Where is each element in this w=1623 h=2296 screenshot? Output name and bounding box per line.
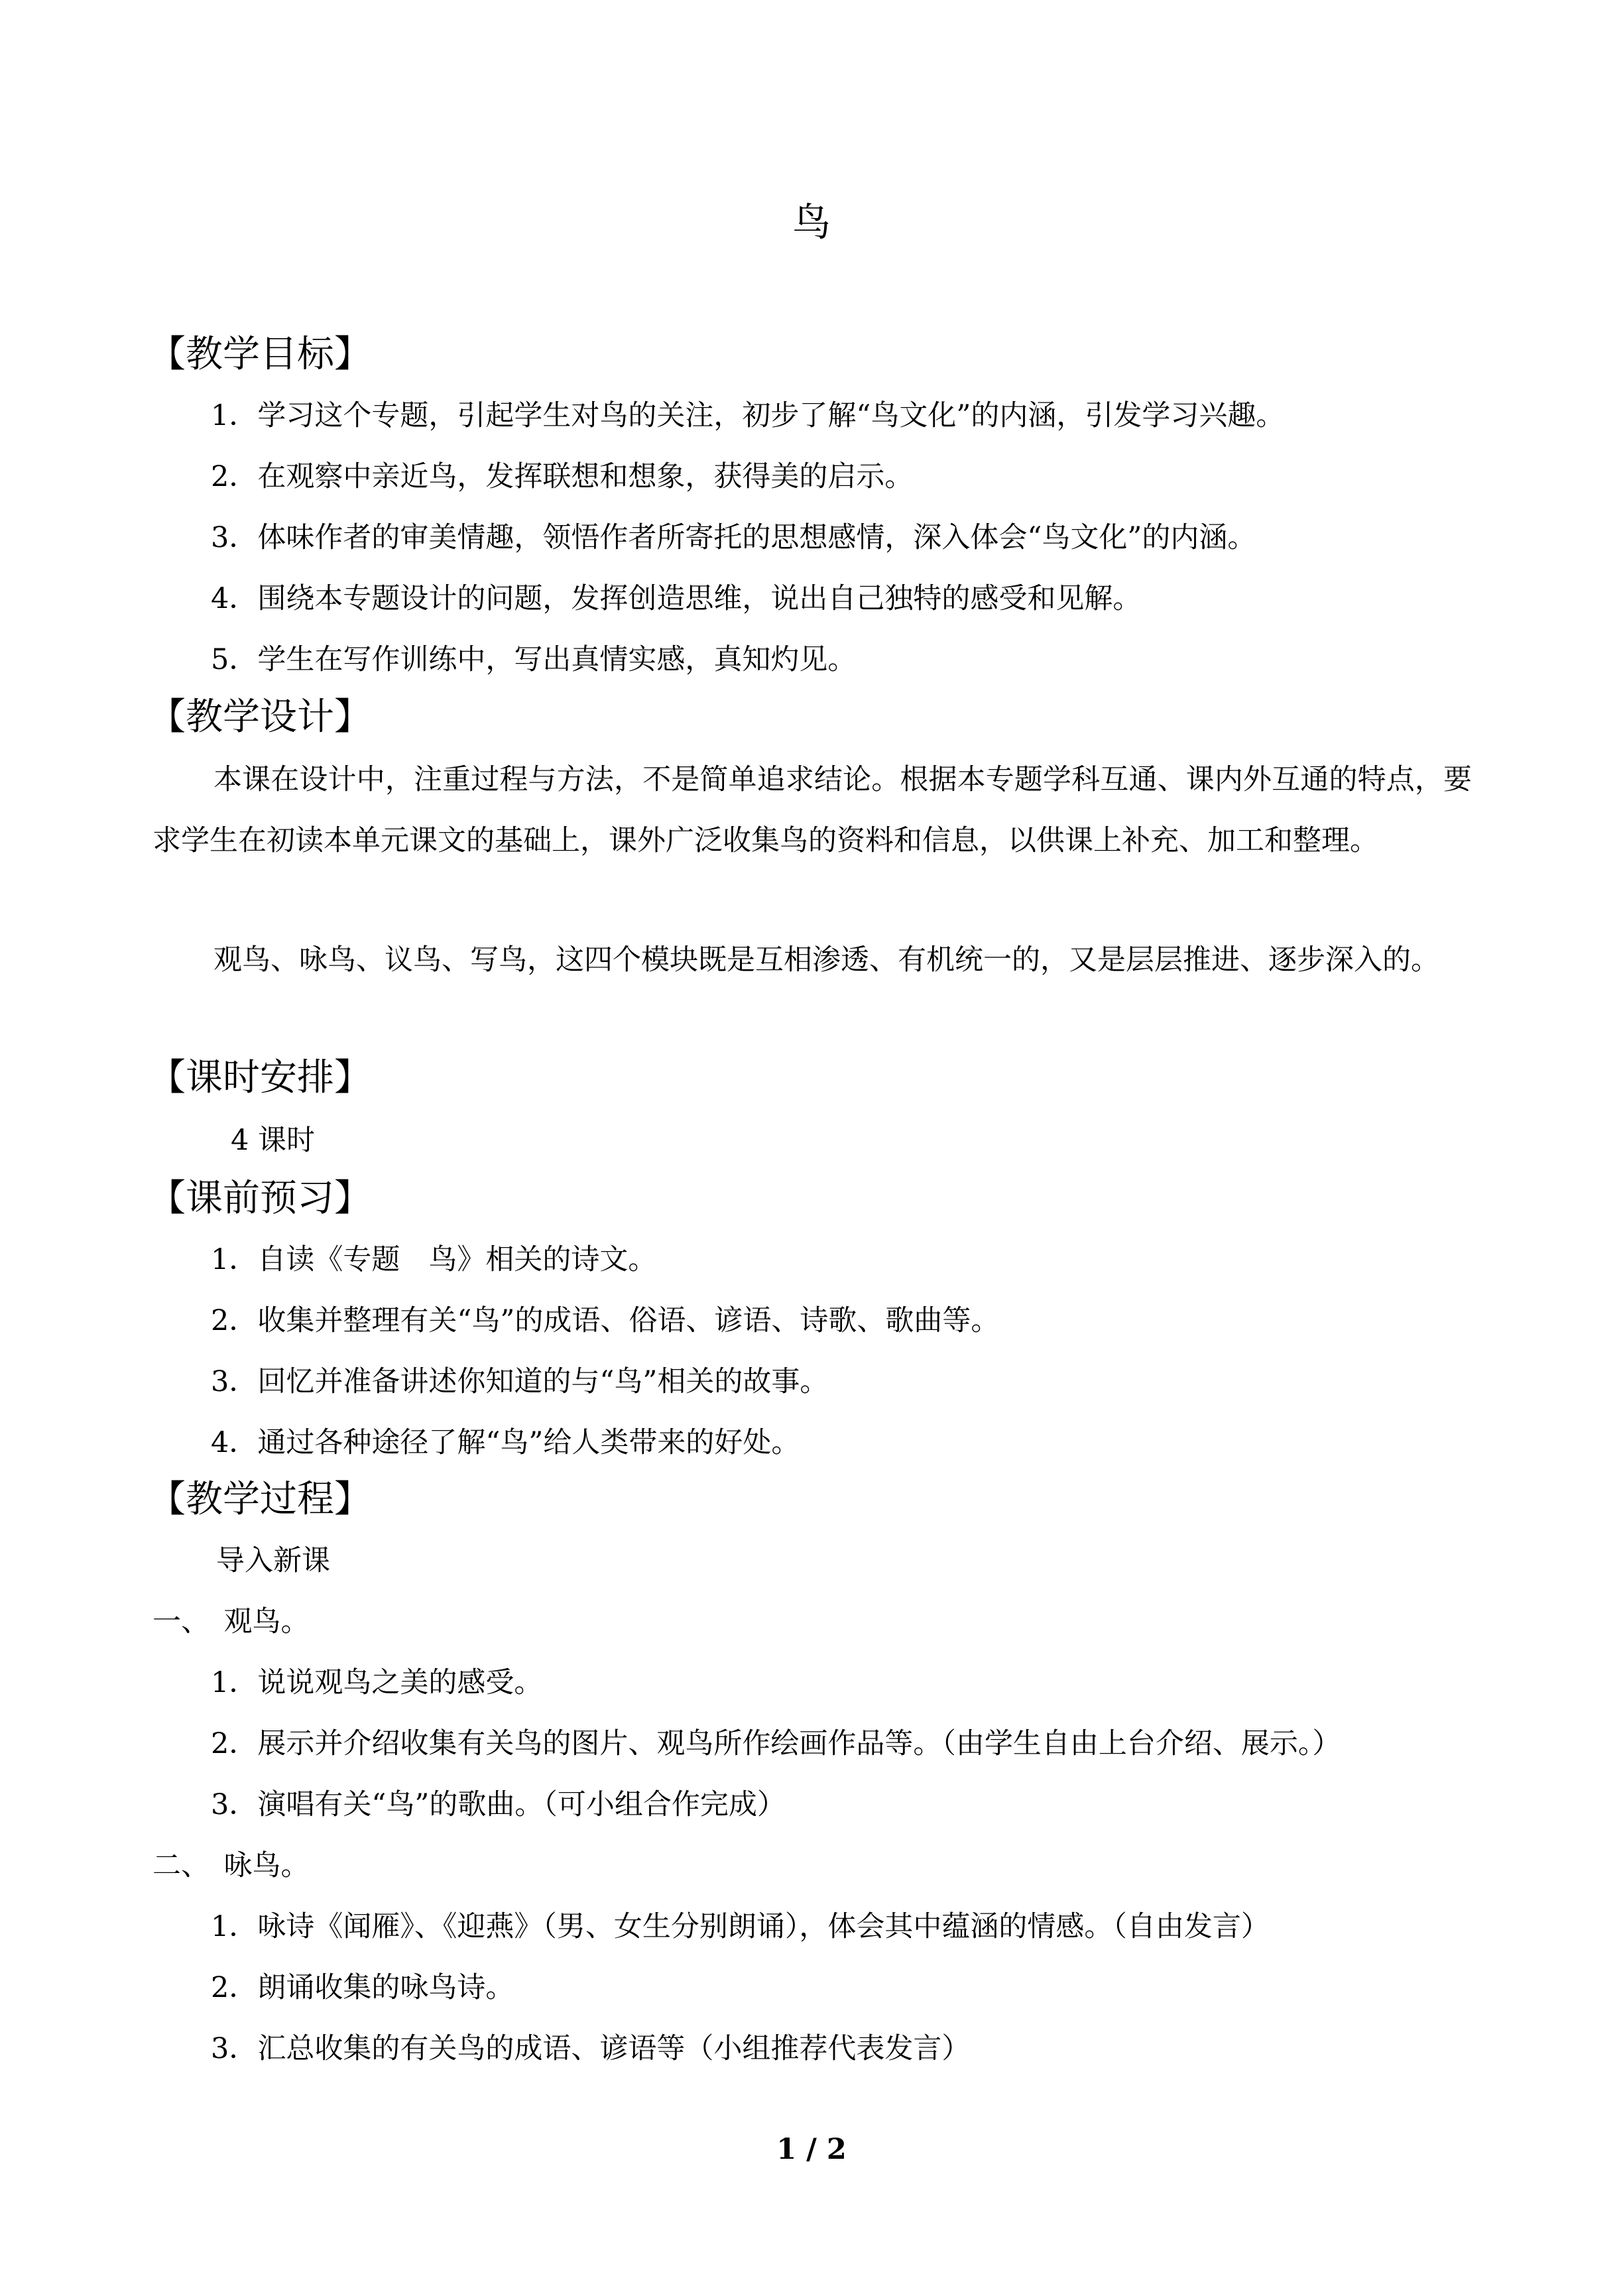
page-number: 1 / 2: [776, 2133, 847, 2166]
design-paragraph: 观鸟、咏鸟、议鸟、写鸟，这四个模块既是互相渗透、有机统一的，又是层层推进、逐步深入的。: [213, 943, 1439, 977]
preview-item: 1．自读《专题 鸟》相关的诗文。: [211, 1243, 657, 1276]
section-heading-process: 【教学过程】: [149, 1478, 371, 1521]
section-heading-schedule: 【课时安排】: [149, 1056, 371, 1099]
process-item: 1．说说观鸟之美的感受。: [211, 1666, 543, 1699]
objective-item: 5．学生在写作训练中，写出真情实感，真知灼见。: [211, 643, 857, 676]
process-item: 2．展示并介绍收集有关鸟的图片、观鸟所作绘画作品等。（由学生自由上台介绍、展示。）: [211, 1727, 1341, 1760]
process-item: 2．朗诵收集的咏鸟诗。: [211, 1971, 514, 2004]
document-title: 鸟: [792, 200, 831, 245]
objective-item: 2．在观察中亲近鸟，发挥联想和想象，获得美的启示。: [211, 460, 914, 493]
section-heading-objectives: 【教学目标】: [149, 333, 371, 376]
process-intro: 导入新课: [216, 1544, 330, 1577]
preview-item: 2．收集并整理有关“鸟”的成语、俗语、谚语、诗歌、歌曲等。: [211, 1304, 1000, 1337]
process-part-title: 一、 观鸟。: [152, 1605, 310, 1638]
section-heading-design: 【教学设计】: [149, 695, 371, 739]
process-item: 3．演唱有关“鸟”的歌曲。（可小组合作完成）: [211, 1788, 786, 1821]
objective-item: 4．围绕本专题设计的问题，发挥创造思维，说出自己独特的感受和见解。: [211, 582, 1142, 615]
objective-item: 1．学习这个专题，引起学生对鸟的关注，初步了解“鸟文化”的内涵，引发学习兴趣。: [211, 399, 1285, 432]
objective-item: 3．体味作者的审美情趣，领悟作者所寄托的思想感情，深入体会“鸟文化”的内涵。: [211, 521, 1256, 554]
preview-item: 3．回忆并准备讲述你知道的与“鸟”相关的故事。: [211, 1365, 829, 1398]
process-item: 1．咏诗《闻雁》、《迎燕》（男、女生分别朗诵），体会其中蕴涵的情感。（自由发言）: [211, 1910, 1270, 1943]
preview-item: 4．通过各种途径了解“鸟”给人类带来的好处。: [211, 1426, 800, 1459]
schedule-text: 4 课时: [231, 1124, 316, 1157]
section-heading-preview: 【课前预习】: [149, 1177, 371, 1220]
design-paragraph: 本课在设计中，注重过程与方法，不是简单追求结论。根据本专题学科互通、课内外互通的特点，要求学生在初读本单元课文的基础上，课外广泛收集鸟的资料和信息，以供课上补充、加工和整理。: [152, 763, 1472, 857]
process-item: 3．汇总收集的有关鸟的成语、谚语等（小组推荐代表发言）: [211, 2032, 971, 2065]
process-part-title: 二、 咏鸟。: [152, 1849, 310, 1882]
